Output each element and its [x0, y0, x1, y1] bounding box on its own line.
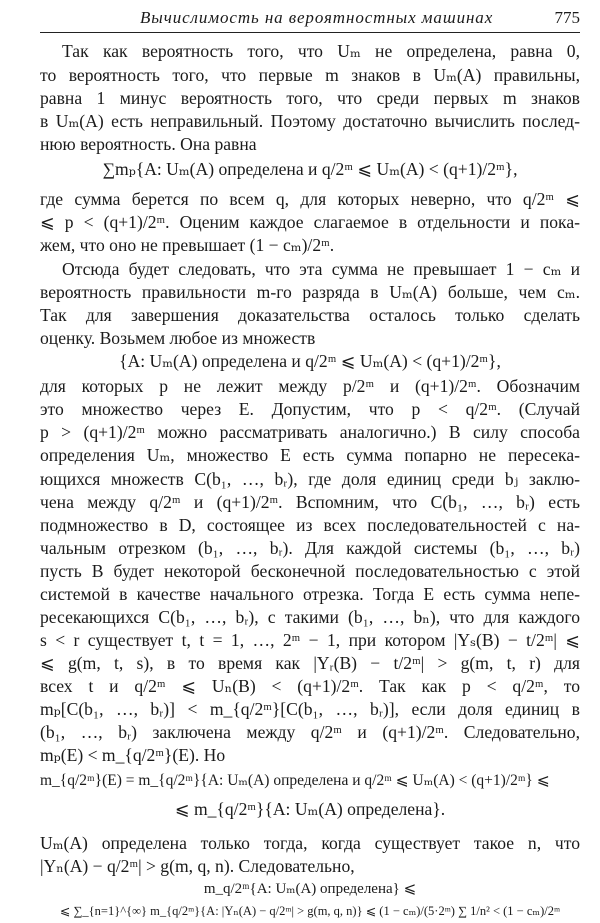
text-line: ⩽ g(m, t, s), в то время как |Yᵣ(B) − t/2ᵐ| > g(m, t, r) для: [40, 653, 580, 673]
text-line: Так как вероятность того, что Uₘ не определена, равна 0,: [62, 41, 580, 61]
text-line: ресекающихся C(b₁, …, bᵣ), с такими (b₁, …, bₙ), что для каждого: [40, 607, 580, 627]
formula: m_q/2ᵐ{A: Uₘ(A) определена} ⩽: [203, 881, 417, 897]
text-line: подмножество в D, состоящее из всех последовательностей с на-: [40, 515, 580, 535]
text-line: то вероятность того, что первые m знаков в Uₘ(A) правильны,: [40, 65, 580, 85]
text-line: где сумма берется по всем q, для которых неверно, что q/2ᵐ ⩽: [40, 189, 580, 209]
text-line: оценку. Возьмем любое из множеств: [40, 328, 316, 348]
text-line: mₚ(E) < m_{q/2ᵐ}(E). Но: [40, 745, 226, 765]
formula: ∑mₚ{A: Uₘ(A) определена и q/2ᵐ ⩽ Uₘ(A) < (q+1)/2ᵐ},: [102, 159, 518, 179]
text-line: ющихся множеств C(b₁, …, bᵣ), где доля единиц среди bⱼ заклю-: [40, 469, 580, 489]
text-line: mₚ[C(b₁, …, bᵣ)] < m_{q/2ᵐ}[C(b₁, …, bᵣ)], если доля единиц в: [40, 699, 580, 719]
page-number: 775: [554, 8, 580, 27]
text-line: жем, что оно не превышает (1 − cₘ)/2ᵐ.: [40, 235, 335, 255]
text-line: s < r существует t, t = 1, …, 2ᵐ − 1, при котором |Yₛ(B) − t/2ᵐ| ⩽: [40, 630, 580, 650]
text-line: равна 1 минус вероятность того, что среди первых m знаков: [40, 88, 580, 108]
page-header: [40, 6, 580, 34]
text-line: |Yₙ(A) − q/2ᵐ| > g(m, q, n). Следовательно,: [40, 856, 355, 876]
text-line: пусть B будет некоторой бесконечной последовательностью с этой: [40, 561, 580, 581]
text-line: всех t и q/2ᵐ ⩽ Uₙ(B) < (q+1)/2ᵐ. Так как p < q/2ᵐ, то: [40, 676, 580, 696]
text-line: Так для завершения доказательства осталось только сделать: [40, 305, 580, 325]
text-line: Uₘ(A) определена только тогда, когда существует такое n, что: [40, 833, 580, 853]
text-line: системой в качестве начального отрезка. Тогда E есть сумма непе-: [40, 584, 580, 604]
formula: ⩽ m_{q/2ᵐ}{A: Uₘ(A) определена}.: [174, 799, 446, 819]
text-line: нюю вероятность. Она равна: [40, 134, 257, 154]
text-line: чена между q/2ᵐ и (q+1)/2ᵐ. Вспомним, что C(b₁, …, bᵣ) есть: [40, 492, 580, 512]
text-line: ⩽ p < (q+1)/2ᵐ. Оценим каждое слагаемое в отдельности и пока-: [40, 212, 580, 232]
text-line: (b₁, …, bᵣ) заключена между q/2ᵐ и (q+1)/2ᵐ. Следовательно,: [40, 722, 580, 742]
text-line: чальным отрезком (b₁, …, bᵣ). Для каждой системы (b₁, …, bᵣ): [40, 538, 580, 558]
formula: {A: Uₘ(A) определена и q/2ᵐ ⩽ Uₘ(A) < (q+1)/2ᵐ},: [119, 351, 501, 371]
running-title: Вычислимость на вероятностных машинах: [140, 8, 494, 27]
text-line: вероятность правильности m-го разряда в Uₘ(A) больше, чем cₘ.: [40, 282, 580, 302]
text-line: в Uₘ(A) есть неправильный. Поэтому достаточно вычислить послед-: [40, 111, 580, 131]
formula: ⩽ ∑_{n=1}^{∞} m_{q/2ᵐ}{A: |Yₙ(A) − q/2ᵐ| > g(m, q, n)} ⩽ (1 − cₘ)/(5·2ᵐ) ∑ 1/n² < (1 − cₘ)/2ᵐ: [59, 904, 561, 918]
text-line: определения Uₘ, множество E есть сумма попарно не пересека-: [40, 445, 580, 465]
text-line: p > (q+1)/2ᵐ можно рассматривать аналогично.) В силу способа: [40, 422, 580, 442]
header-rule: [40, 32, 580, 33]
text-line: для которых p не лежит между p/2ᵐ и (q+1)/2ᵐ. Обозначим: [40, 376, 580, 396]
text-line: это множество через E. Допустим, что p < q/2ᵐ. (Случай: [40, 399, 580, 419]
formula: m_{q/2ᵐ}(E) = m_{q/2ᵐ}{A: Uₘ(A) определена и q/2ᵐ ⩽ Uₘ(A) < (q+1)/2ᵐ} ⩽: [40, 772, 550, 789]
text-line: Отсюда будет следовать, что эта сумма не превышает 1 − cₘ и: [62, 259, 580, 279]
